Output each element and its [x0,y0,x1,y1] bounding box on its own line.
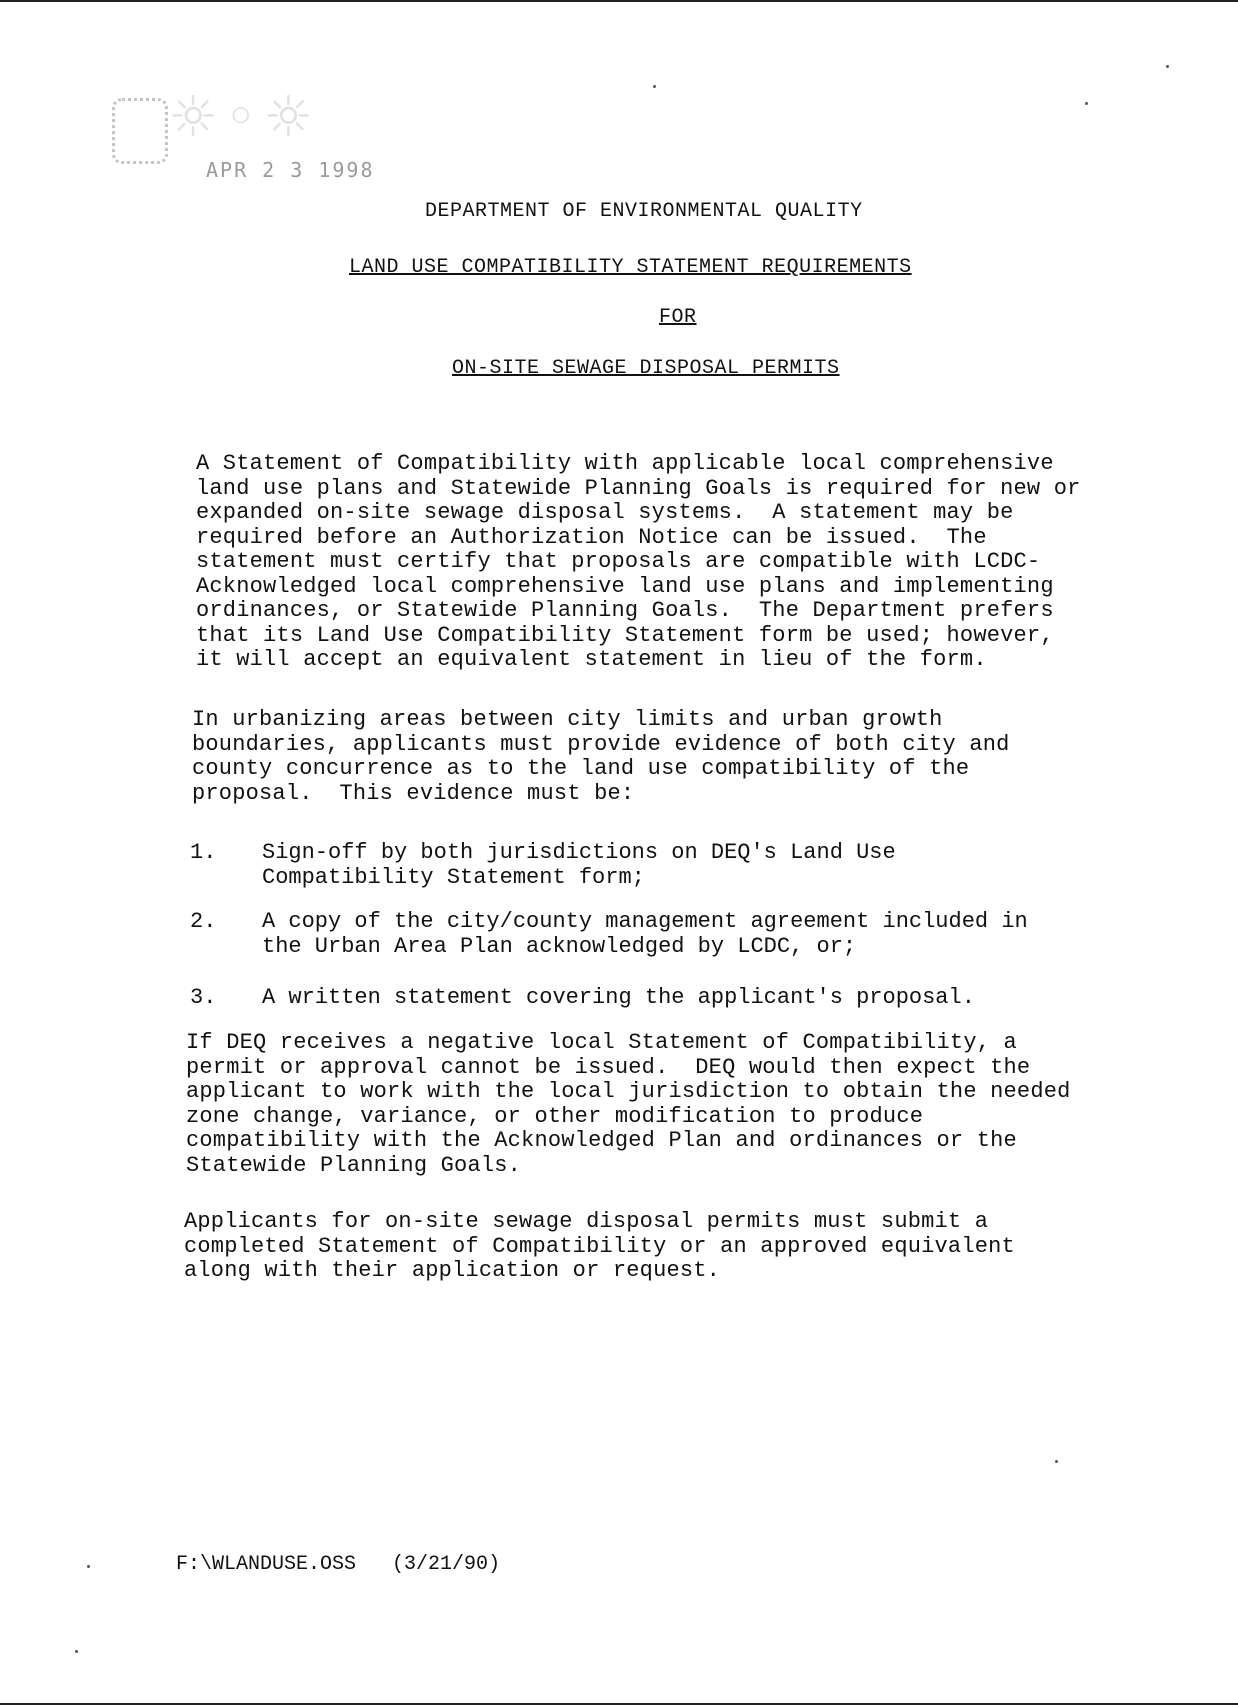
paragraph-statement-requirement: A Statement of Compatibility with applicable local comprehensive land use plans and Statewide Planning Goals is required for new or expanded on-site sewage disposal systems. A statement may be required before an Authorization Notice can be issued. The statement must certify that proposals are compatible with LCDC- Acknowledged local comprehensive land use plans and implementing ordinances, or Statewide Planning Goals. The Department prefers that its Land Use Compatibility Statement form be used; however, it will accept an equivalent statement in lieu of the form. [196,451,1081,672]
received-stamp [110,70,460,190]
page-top-edge [0,0,1238,2]
paragraph-negative-statement: If DEQ receives a negative local Statement of Compatibility, a permit or approval cannot be issued. DEQ would then expect the applicant to work with the local jurisdiction to obtain the needed zone change, variance, or other modification to produce compatibility with the Acknowledged Plan and ordinances or the Statewide Planning Goals. [186,1030,1071,1178]
list-item-text: Sign-off by both jurisdictions on DEQ's Land Use Compatibility Statement form; [262,840,896,890]
list-item-number: 1. [190,840,217,865]
file-path: F:\WLANDUSE.OSS [176,1553,357,1576]
document-subtitle: ON-SITE SEWAGE DISPOSAL PERMITS [452,357,840,380]
scan-speck [653,85,656,88]
document-title: LAND USE COMPATIBILITY STATEMENT REQUIREMENTS [349,256,912,279]
for-heading: FOR [659,306,697,329]
department-heading: DEPARTMENT OF ENVIRONMENTAL QUALITY [425,200,863,223]
file-date: (3/21/90) [392,1553,501,1576]
file-reference [176,1553,500,1576]
list-item-text: A copy of the city/county management agreement included in the Urban Area Plan acknowledged by LCDC, or; [262,909,1028,959]
scan-speck [1055,1460,1058,1463]
stamp-frame [112,98,168,164]
scan-speck [87,1565,90,1568]
scan-speck [1085,102,1088,105]
paragraph-urbanizing-areas: In urbanizing areas between city limits and urban growth boundaries, applicants must provide evidence of both city and county concurrence as to the land use compatibility of the proposal. This evidence must be: [192,707,1010,806]
stamp-date: APR 2 3 1998 [206,158,375,182]
list-item-number: 2. [190,909,217,934]
scan-speck [75,1650,78,1653]
list-item-number: 3. [190,985,217,1010]
scan-speck [1166,65,1169,68]
stamp-mark: ☼◦☼ [168,84,320,150]
list-item-text: A written statement covering the applicant's proposal. [262,985,975,1010]
paragraph-submission: Applicants for on-site sewage disposal permits must submit a completed Statement of Compatibility or an approved equivalent along with their application or request. [184,1209,1015,1283]
